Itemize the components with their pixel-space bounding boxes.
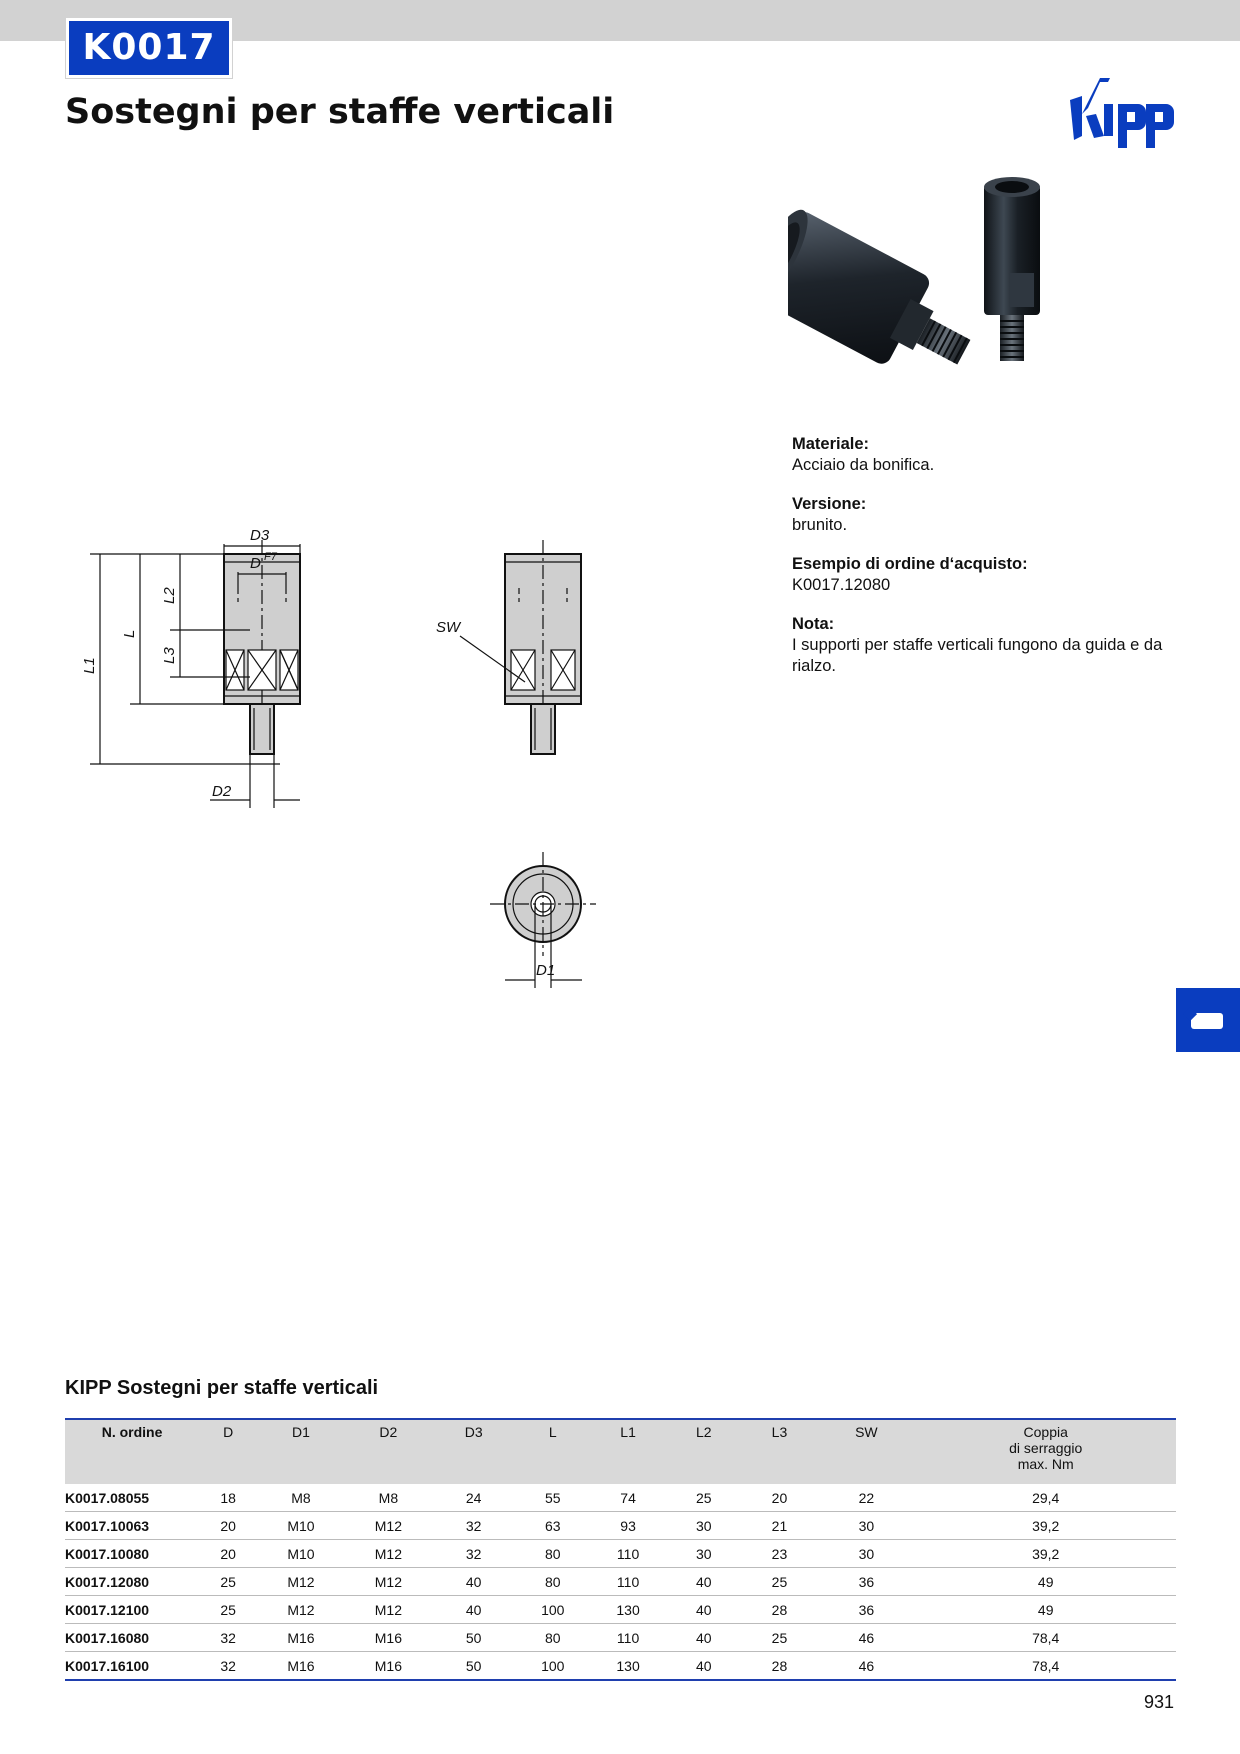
table-title: KIPP Sostegni per staffe verticali [65,1377,379,1399]
table-header-cell: N. ordine [65,1419,199,1484]
version-value: brunito. [792,516,848,534]
table-cell: 32 [432,1512,515,1540]
label-l3: L3 [161,647,178,664]
label-d: D [250,555,261,572]
table-cell: 78,4 [915,1624,1176,1652]
table-cell: 130 [590,1652,666,1681]
table-cell: M12 [345,1512,432,1540]
table-cell: 32 [199,1652,257,1681]
product-photo [788,175,1058,400]
label-l2: L2 [161,587,178,604]
table-cell: 25 [199,1596,257,1624]
table-cell: 40 [432,1568,515,1596]
table-cell: 28 [742,1652,818,1681]
table-header-cell: D [199,1419,257,1484]
table-cell: 24 [465,1489,482,1506]
table-cell: M8 [291,1489,311,1506]
table-cell: M8 [378,1489,399,1506]
label-d-tolerance: F7 [264,551,277,563]
table-cell: 28 [742,1596,818,1624]
order-example-label: Esempio di ordine d‘acquisto: [792,555,1028,573]
table-header-cell: L [515,1419,590,1484]
technical-drawing [70,440,630,1000]
table-cell: 93 [590,1512,666,1540]
table-row [65,1624,1176,1652]
label-d1: D1 [536,962,556,979]
note-value: I supporti per staffe verticali fungono da guida e da rialzo. [792,636,1163,675]
table-cell: 80 [515,1624,590,1652]
table-cell: 55 [544,1489,561,1506]
clamp-icon [1191,1013,1223,1029]
table-cell: 40 [666,1652,742,1681]
table-cell: M16 [257,1652,344,1681]
table-header-cell: SW [817,1419,915,1484]
table-cell: 40 [666,1624,742,1652]
table-row [65,1652,1176,1681]
table-cell: 30 [666,1540,742,1568]
order-number-cell: K0017.12080 [65,1568,199,1596]
note-label: Nota: [792,615,835,633]
page-number: 931 [1144,1692,1175,1712]
table-cell: 20 [199,1540,257,1568]
table-cell: 40 [666,1568,742,1596]
table-cell: 20 [771,1489,788,1506]
table-cell: 40 [432,1596,515,1624]
order-number-cell: K0017.16100 [65,1652,199,1681]
table-cell: 30 [817,1512,915,1540]
table-cell: 110 [590,1568,666,1596]
table-cell: 20 [199,1512,257,1540]
table-cell: 74 [620,1489,636,1506]
table-header-cell: Coppia di serraggio max. Nm [915,1419,1176,1484]
order-number-cell: K0017.08055 [65,1489,150,1506]
table-cell: 63 [515,1512,590,1540]
table-cell: 46 [817,1652,915,1681]
product-info [792,434,1172,695]
label-d3: D3 [250,527,270,544]
table-header-cell: L2 [666,1419,742,1484]
table-cell: 29,4 [1032,1489,1060,1506]
table-header-cell: D2 [345,1419,432,1484]
table-cell: 36 [817,1596,915,1624]
table-row [65,1540,1176,1568]
order-number-cell: K0017.16080 [65,1624,199,1652]
kipp-logo [1066,74,1178,158]
table-cell: 39,2 [915,1540,1176,1568]
table-cell: 25 [742,1624,818,1652]
table-cell: M16 [345,1624,432,1652]
table-header-cell: D1 [257,1419,344,1484]
table-cell: 25 [695,1489,712,1506]
order-number-cell: K0017.12100 [65,1596,199,1624]
table-cell: 110 [590,1624,666,1652]
table-cell: 18 [220,1489,236,1506]
table-cell: 110 [590,1540,666,1568]
label-sw: SW [436,619,461,636]
spec-table [65,1418,1176,1681]
table-cell: 50 [432,1624,515,1652]
table-cell: M10 [257,1540,344,1568]
table-cell: 25 [199,1568,257,1596]
table-cell: M16 [345,1652,432,1681]
table-cell: 130 [590,1596,666,1624]
table-cell: 36 [817,1568,915,1596]
table-cell: M12 [345,1568,432,1596]
table-cell: 21 [742,1512,818,1540]
version-label: Versione: [792,495,867,513]
label-l1: L1 [81,657,98,674]
table-cell: M10 [257,1512,344,1540]
table-cell: 49 [915,1596,1176,1624]
table-cell: 30 [666,1512,742,1540]
table-cell: 23 [742,1540,818,1568]
table-cell: 80 [515,1540,590,1568]
order-number-cell: K0017.10080 [65,1540,199,1568]
table-cell: 78,4 [915,1652,1176,1681]
table-header-cell: L3 [742,1419,818,1484]
table-cell: M12 [345,1540,432,1568]
table-header-cell: D3 [432,1419,515,1484]
table-cell: 49 [915,1568,1176,1596]
table-cell: M12 [257,1568,344,1596]
table-cell: 25 [742,1568,818,1596]
table-row [65,1596,1176,1624]
table-cell: 40 [666,1596,742,1624]
table-cell: M12 [257,1596,344,1624]
table-cell: M12 [345,1596,432,1624]
table-row [65,1568,1176,1596]
table-cell: 32 [199,1624,257,1652]
table-cell: 32 [432,1540,515,1568]
table-cell: 100 [515,1596,590,1624]
material-label: Materiale: [792,435,870,453]
order-example-value: K0017.12080 [792,576,891,594]
product-code-badge: K0017 [66,18,232,78]
table-row [65,1512,1176,1540]
table-header-cell: L1 [590,1419,666,1484]
label-l: L [121,629,138,638]
section-tab[interactable] [1176,988,1240,1052]
table-cell: 80 [515,1568,590,1596]
table-cell: M16 [257,1624,344,1652]
label-d2: D2 [212,783,232,800]
order-number-cell: K0017.10063 [65,1512,199,1540]
page-title: Sostegni per staffe verticali [65,92,615,132]
table-row [65,1484,1176,1512]
table-cell: 46 [817,1624,915,1652]
table-cell: 22 [858,1489,875,1506]
material-value: Acciaio da bonifica. [792,456,935,474]
table-cell: 50 [432,1652,515,1681]
table-cell: 100 [515,1652,590,1681]
table-cell: 30 [817,1540,915,1568]
table-cell: 39,2 [915,1512,1176,1540]
